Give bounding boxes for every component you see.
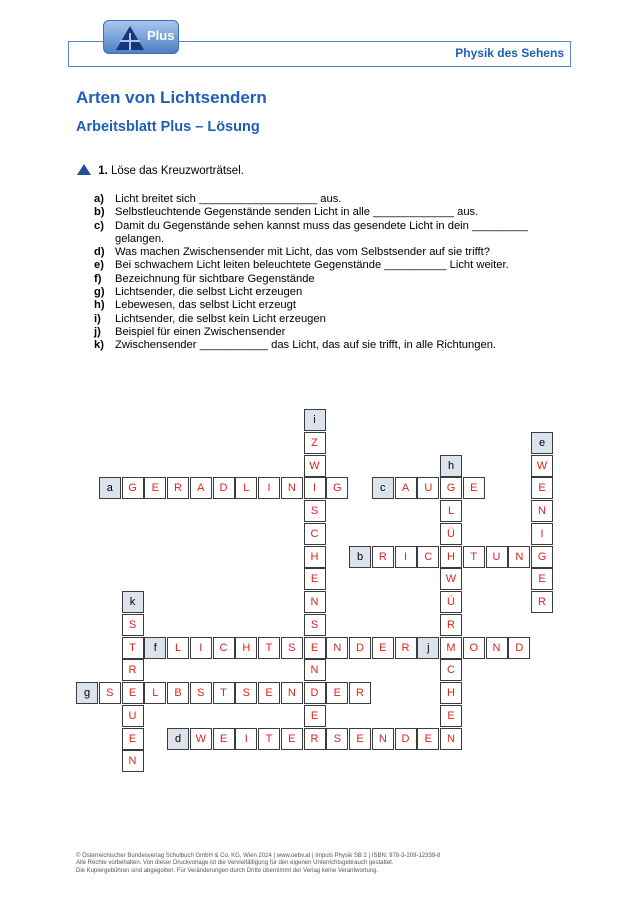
triangle-task-icon xyxy=(77,164,91,175)
crossword-clue-label: c xyxy=(372,477,394,499)
clue-item xyxy=(94,220,564,247)
task-heading xyxy=(77,164,244,177)
clue-text: Lebewesen, das selbst Licht erzeugt xyxy=(115,299,296,312)
crossword-answer-cell: H xyxy=(440,682,462,704)
footer-line: © Österreichischer Bundesverlag Schulbuch GmbH & Co. KG, Wien 2024 | www.oebv.at | Impuls Physik SB 2 | ISBN: 978-3-209-12339-8 xyxy=(76,853,441,859)
crossword-answer-cell: T xyxy=(213,682,235,704)
crossword-answer-cell: H xyxy=(440,546,462,568)
clue-letter: d) xyxy=(94,246,105,259)
clue-item xyxy=(94,286,564,299)
crossword-answer-cell: N xyxy=(531,500,553,522)
crossword-answer-cell: N xyxy=(372,728,394,750)
crossword-answer-cell: Ü xyxy=(440,523,462,545)
logo-divider-horizontal xyxy=(120,40,140,42)
crossword-clue-label: h xyxy=(440,455,462,477)
crossword-answer-cell: I xyxy=(304,477,326,499)
crossword-answer-cell: E xyxy=(304,568,326,590)
clue-text: Beispiel für einen Zwischensender xyxy=(115,325,286,338)
crossword-answer-cell: E xyxy=(440,705,462,727)
clue-letter: g) xyxy=(94,286,105,299)
crossword-answer-cell: D xyxy=(304,682,326,704)
crossword-answer-cell: T xyxy=(258,637,280,659)
clue-letter: k) xyxy=(94,339,104,352)
clue-item xyxy=(94,339,564,352)
crossword-answer-cell: E xyxy=(281,728,303,750)
crossword-answer-cell: E xyxy=(326,682,348,704)
crossword-answer-cell: R xyxy=(167,477,189,499)
crossword-answer-cell: W xyxy=(190,728,212,750)
crossword-answer-cell: D xyxy=(395,728,417,750)
clue-item xyxy=(94,259,564,272)
crossword-answer-cell: R xyxy=(531,591,553,613)
clue-item xyxy=(94,326,564,339)
crossword-answer-cell: B xyxy=(167,682,189,704)
crossword-clue-label: j xyxy=(417,637,439,659)
crossword-clue-label: k xyxy=(122,591,144,613)
crossword-answer-cell: I xyxy=(258,477,280,499)
crossword-answer-cell: T xyxy=(258,728,280,750)
crossword-answer-cell: H xyxy=(304,546,326,568)
task-number: 1. xyxy=(98,165,108,177)
crossword-answer-cell: G xyxy=(440,477,462,499)
crossword-clue-label: f xyxy=(144,637,166,659)
crossword-clue-label: g xyxy=(76,682,98,704)
crossword-clue-label: a xyxy=(99,477,121,499)
clue-text: Damit du Gegenstände sehen kannst muss das gesendete Licht in dein _________ gelangen. xyxy=(115,219,528,245)
crossword-answer-cell: S xyxy=(190,682,212,704)
clue-text: Lichtsender, die selbst kein Licht erzeugen xyxy=(115,312,326,325)
crossword-answer-cell: M xyxy=(440,637,462,659)
crossword-answer-cell: I xyxy=(395,546,417,568)
crossword-answer-cell: R xyxy=(122,659,144,681)
page-title: Arten von Lichtsendern xyxy=(76,88,267,107)
clue-text: Selbstleuchtende Gegenstände senden Licht in alle _____________ aus. xyxy=(115,206,479,219)
crossword-answer-cell: O xyxy=(463,637,485,659)
crossword-answer-cell: N xyxy=(122,750,144,772)
clue-text: Licht breitet sich ___________________ aus. xyxy=(115,193,342,205)
crossword-answer-cell: T xyxy=(122,637,144,659)
crossword-answer-cell: Z xyxy=(304,432,326,454)
crossword-answer-cell: S xyxy=(235,682,257,704)
crossword-answer-cell: R xyxy=(372,546,394,568)
logo-text: Plus xyxy=(147,28,175,43)
crossword-answer-cell: D xyxy=(508,637,530,659)
crossword-answer-cell: L xyxy=(440,500,462,522)
clue-letter: c) xyxy=(94,219,104,232)
clue-letter: i) xyxy=(94,312,101,325)
crossword-answer-cell: T xyxy=(463,546,485,568)
crossword-answer-cell: G xyxy=(122,477,144,499)
crossword-answer-cell: U xyxy=(486,546,508,568)
clue-list xyxy=(94,193,564,353)
crossword-answer-cell: U xyxy=(122,705,144,727)
crossword-answer-cell: E xyxy=(463,477,485,499)
clue-letter: j) xyxy=(94,325,101,338)
crossword-answer-cell: S xyxy=(326,728,348,750)
crossword-answer-cell: I xyxy=(190,637,212,659)
crossword-answer-cell: N xyxy=(326,637,348,659)
crossword-answer-cell: N xyxy=(508,546,530,568)
clue-item xyxy=(94,273,564,286)
footer-line: Die Kopiergebühren sind abgegolten. Für Veränderungen durch Dritte übernimmt der Verlag keine Verantwortung. xyxy=(76,867,379,874)
crossword-answer-cell: R xyxy=(304,728,326,750)
crossword-clue-label: i xyxy=(304,409,326,431)
crossword-answer-cell: L xyxy=(167,637,189,659)
crossword-answer-cell: C xyxy=(417,546,439,568)
task-text: Löse das Kreuzworträtsel. xyxy=(111,165,244,177)
crossword-answer-cell: R xyxy=(349,682,371,704)
clue-letter: e) xyxy=(94,259,104,272)
crossword-answer-cell: E xyxy=(531,477,553,499)
crossword-answer-cell: E xyxy=(122,728,144,750)
crossword-answer-cell: H xyxy=(235,637,257,659)
crossword-answer-cell: E xyxy=(213,728,235,750)
crossword-answer-cell: C xyxy=(440,659,462,681)
crossword-answer-cell: R xyxy=(440,614,462,636)
crossword-answer-cell: D xyxy=(213,477,235,499)
clue-letter: h) xyxy=(94,299,105,312)
plus-logo xyxy=(103,20,179,54)
crossword-answer-cell: N xyxy=(440,728,462,750)
crossword-answer-cell: S xyxy=(281,637,303,659)
crossword-clue-label: d xyxy=(167,728,189,750)
crossword-answer-cell: C xyxy=(213,637,235,659)
crossword-answer-cell: D xyxy=(349,637,371,659)
crossword-answer-cell: S xyxy=(99,682,121,704)
footer xyxy=(76,853,441,875)
crossword-answer-cell: E xyxy=(531,568,553,590)
clue-letter: f) xyxy=(94,272,102,285)
crossword-answer-cell: E xyxy=(304,637,326,659)
clue-text: Zwischensender ___________ das Licht, das auf sie trifft, in alle Richtungen. xyxy=(115,339,497,352)
crossword-answer-cell: R xyxy=(395,637,417,659)
crossword-answer-cell: E xyxy=(144,477,166,499)
crossword-answer-cell: N xyxy=(281,477,303,499)
crossword-answer-cell: Ü xyxy=(440,591,462,613)
crossword-answer-cell: E xyxy=(417,728,439,750)
crossword-answer-cell: S xyxy=(304,500,326,522)
crossword-answer-cell: A xyxy=(190,477,212,499)
crossword-clue-label: b xyxy=(349,546,371,568)
crossword-answer-cell: W xyxy=(440,568,462,590)
footer-line: Alle Rechte vorbehalten. Von dieser Druckvorlage ist die Vervielfältigung für den eigenen Unterrichtsgebrauch gestattet. xyxy=(76,860,394,867)
clue-item xyxy=(94,246,564,259)
crossword-answer-cell: W xyxy=(531,455,553,477)
crossword-answer-cell: E xyxy=(349,728,371,750)
crossword-answer-cell: I xyxy=(531,523,553,545)
crossword-answer-cell: S xyxy=(304,614,326,636)
crossword-answer-cell: A xyxy=(395,477,417,499)
crossword-answer-cell: S xyxy=(122,614,144,636)
crossword-answer-cell: L xyxy=(144,682,166,704)
clue-text: Was machen Zwischensender mit Licht, das vom Selbstsender auf sie trifft? xyxy=(115,246,490,259)
clue-text: Bezeichnung für sichtbare Gegenstände xyxy=(115,272,315,285)
crossword-clue-label: e xyxy=(531,432,553,454)
crossword-answer-cell: U xyxy=(417,477,439,499)
clue-letter: b) xyxy=(94,206,105,219)
crossword-answer-cell: W xyxy=(304,455,326,477)
crossword-answer-cell: G xyxy=(531,546,553,568)
subject-label: Physik des Sehens xyxy=(455,46,564,60)
crossword-answer-cell: N xyxy=(304,591,326,613)
clue-text: Bei schwachem Licht leiten beleuchtete Gegenstände __________ Licht weiter. xyxy=(115,259,509,272)
crossword-answer-cell: I xyxy=(235,728,257,750)
crossword-answer-cell: C xyxy=(304,523,326,545)
crossword-answer-cell: L xyxy=(235,477,257,499)
crossword-answer-cell: E xyxy=(372,637,394,659)
crossword-answer-cell: N xyxy=(486,637,508,659)
clue-item xyxy=(94,299,564,312)
clue-text: Lichtsender, die selbst Licht erzeugen xyxy=(115,286,303,299)
crossword-answer-cell: E xyxy=(258,682,280,704)
crossword-answer-cell: N xyxy=(281,682,303,704)
clue-item xyxy=(94,313,564,326)
clue-item xyxy=(94,206,564,219)
page-subtitle: Arbeitsblatt Plus – Lösung xyxy=(76,119,260,135)
crossword-answer-cell: E xyxy=(122,682,144,704)
crossword-answer-cell: N xyxy=(304,659,326,681)
crossword-answer-cell: E xyxy=(304,705,326,727)
crossword-answer-cell: G xyxy=(326,477,348,499)
clue-letter: a) xyxy=(94,193,104,205)
clue-item xyxy=(94,193,564,206)
